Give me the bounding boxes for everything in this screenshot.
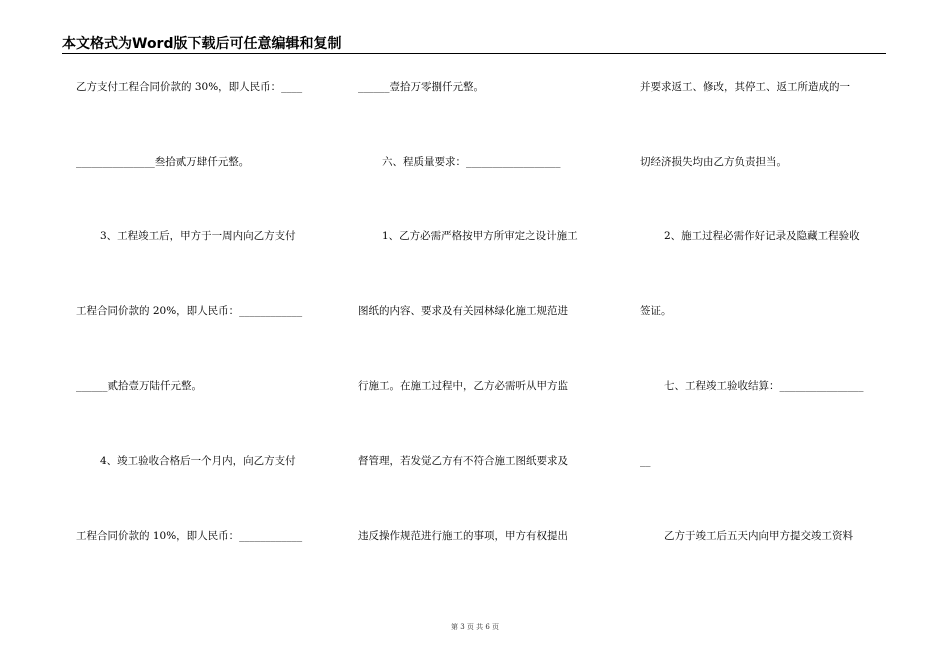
col2-line-4: 图纸的内容、要求及有关园林绿化施工规范进 — [358, 305, 568, 317]
document-header-title: 本文格式为Word版下载后可任意编辑和复制 — [62, 36, 342, 52]
col2-line-5: 行施工。在施工过程中，乙方必需听从甲方监 — [358, 380, 568, 392]
col1-line-3: 3、工程竣工后，甲方于一周内向乙方支付 — [100, 230, 296, 242]
col1-line-4: 工程合同价款的 20%，即人民币：____________ — [76, 305, 303, 317]
col1-line-7: 工程合同价款的 10%，即人民币：____________ — [76, 530, 303, 542]
col3-line-1: 并要求返工、修改，其停工、返工所造成的一 — [640, 81, 850, 93]
col3-line-3: 2、施工过程必需作好记录及隐藏工程验收 — [664, 230, 860, 242]
col3-line-2: 切经济损失均由乙方负责担当。 — [640, 156, 787, 168]
col2-line-3: 1、乙方必需严格按甲方所审定之设计施工 — [382, 230, 578, 242]
col1-line-1: 乙方支付工程合同价款的 30%，即人民币：____ — [76, 81, 303, 93]
col3-line-7: 乙方于竣工后五天内向甲方提交竣工资料 — [664, 530, 853, 542]
page-number-footer: 第 3 页 共 6 页 — [450, 623, 500, 631]
col2-line-1: ______壹拾万零捌仟元整。 — [358, 81, 484, 93]
col2-line-6: 督管理，若发觉乙方有不符合施工图纸要求及 — [358, 455, 568, 467]
col2-line-2: 六、程质量要求：__________________ — [382, 156, 561, 168]
col3-line-6: __ — [640, 455, 651, 467]
col1-line-5: ______贰拾壹万陆仟元整。 — [76, 380, 202, 392]
header-divider — [62, 53, 886, 54]
col3-line-4: 签证。 — [640, 305, 672, 317]
col1-line-2: _______________叁拾贰万肆仟元整。 — [76, 156, 250, 168]
col2-line-7: 违反操作规范进行施工的事项，甲方有权提出 — [358, 530, 568, 542]
col1-line-6: 4、竣工验收合格后一个月内，向乙方支付 — [100, 455, 296, 467]
col3-line-5: 七、工程竣工验收结算：________________ — [664, 380, 864, 392]
